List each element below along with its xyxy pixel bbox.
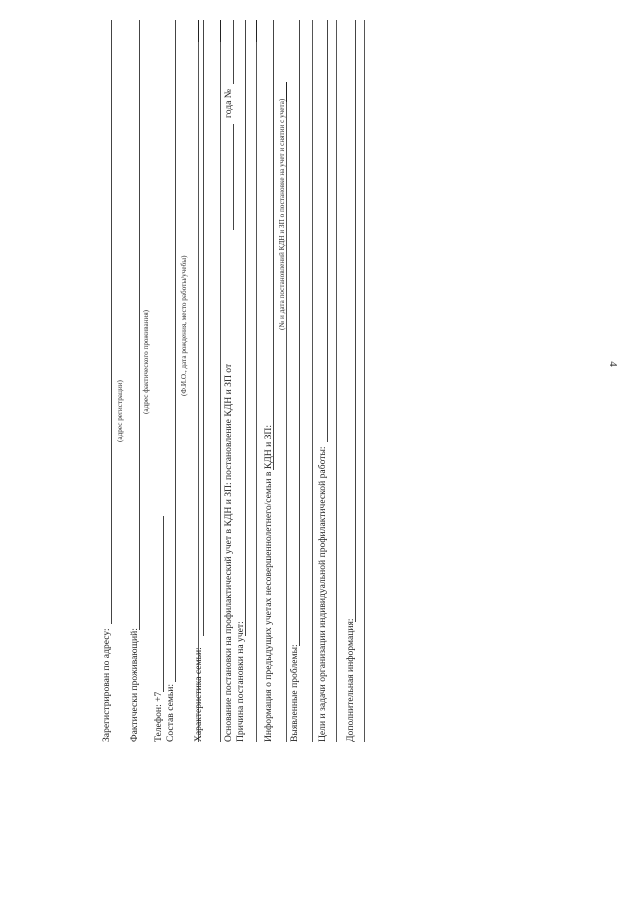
registered-row: [100, 20, 113, 742]
additional-label: Дополнительная информация:: [345, 618, 356, 742]
registered-label: Зарегистрирован по адресу:: [101, 628, 112, 742]
previous-label: Информация о предыдущих учетах несовершеннолетнего/семьи в КДН и ЗП:: [263, 424, 274, 742]
reason-line-end-mark: [256, 20, 257, 42]
previous-row: [262, 20, 275, 742]
previous-hint: (№ и дата постановлений КДН и ЗП о постановке на учет и снятии с учета): [278, 98, 286, 330]
actual-row: [128, 20, 141, 742]
reason-row: [234, 20, 247, 742]
characteristic-extra-line[interactable]: [220, 20, 221, 742]
additional-row: [344, 20, 357, 742]
phone-label: Телефон: +7: [153, 691, 164, 742]
problems-row: [288, 20, 301, 742]
family-row: [164, 20, 177, 742]
characteristic-field[interactable]: [192, 20, 205, 636]
previous-line-end-mark: [286, 82, 287, 102]
registered-hint: (адрес регистрации): [116, 380, 124, 442]
family-line-end-mark: [198, 20, 199, 42]
basis-label: Основание постановки на профилактический учет в КДН и ЗП: постановление КДН и ЗП от: [223, 363, 234, 742]
actual-label: Фактически проживающий:: [129, 628, 140, 742]
problems-extra-line[interactable]: [312, 20, 313, 742]
registration-form: [96, 20, 366, 742]
page-number: 4: [606, 361, 619, 367]
problems-label: Выявленные проблемы:: [289, 644, 300, 742]
characteristic-row: [192, 20, 205, 742]
goals-extra-line[interactable]: [336, 20, 337, 742]
goals-field[interactable]: [316, 20, 329, 442]
additional-field[interactable]: [344, 20, 357, 622]
basis-year-label: года №: [223, 89, 234, 118]
reason-field[interactable]: [234, 20, 247, 636]
family-field[interactable]: [164, 20, 177, 682]
previous-field[interactable]: [262, 20, 275, 470]
family-hint: (Ф.И.О., дата рождения, место работы/учебы): [180, 255, 188, 396]
goals-row: [316, 20, 329, 742]
reason-label: Причина постановки на учет:: [235, 621, 246, 742]
additional-extra-line[interactable]: [364, 20, 365, 742]
actual-address-field[interactable]: [128, 20, 141, 630]
registered-address-field[interactable]: [100, 20, 113, 624]
goals-label: Цели и задачи организации индивидуальной профилактической работы:: [317, 446, 328, 742]
problems-field[interactable]: [288, 20, 301, 646]
characteristic-label: Характеристика семьи:: [193, 647, 204, 742]
characteristic-line-end-mark: [220, 20, 221, 42]
reason-extra-line[interactable]: [256, 20, 257, 742]
family-label: Состав семьи:: [165, 683, 176, 742]
previous-extra-line[interactable]: [286, 82, 287, 742]
actual-hint: (адрес фактического проживания): [142, 309, 150, 414]
